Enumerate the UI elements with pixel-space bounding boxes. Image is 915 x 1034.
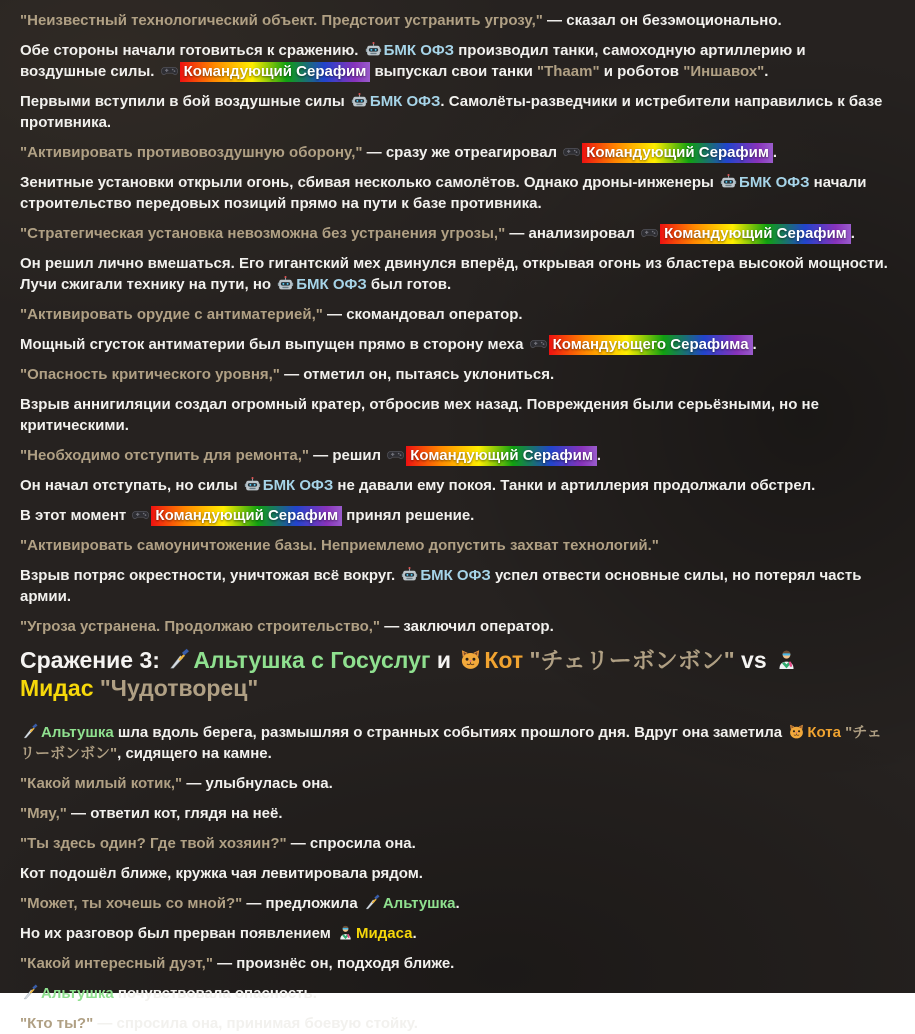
entity-seraphim: Командующий Серафим	[151, 506, 342, 526]
gamepad-icon	[132, 505, 149, 526]
story-paragraph	[20, 722, 895, 764]
gamepad-icon	[161, 61, 178, 82]
story-text: почувствовала опасность.	[113, 985, 317, 1002]
entity-kot: Кот	[484, 647, 524, 673]
story-paragraph	[20, 773, 895, 794]
quote-text: "Какой милый котик,"	[20, 775, 183, 792]
story-text: .	[752, 336, 757, 353]
story-text: Кот подошёл ближе, кружка чая левитировала рядом.	[20, 865, 423, 882]
story-paragraph	[20, 172, 895, 214]
robot-icon	[401, 565, 418, 586]
robot-icon	[277, 274, 294, 295]
robot-icon	[351, 91, 368, 112]
quote-text: "Активировать самоуничтожение базы. Неприемлемо допустить захват технологий."	[20, 537, 659, 554]
battle-log	[20, 10, 895, 1034]
story-text: , сидящего на камне.	[117, 745, 272, 762]
quote-text: "チェリーボンボン"	[20, 724, 882, 762]
entity-midas: Мидаса	[356, 925, 413, 942]
story-text: Он решил лично вмешаться. Его гигантский мех двинулся вперёд, открывая огонь из бластера высокой мощности. Лучи сжигали технику на пути, но	[20, 255, 888, 293]
dagger-icon	[364, 893, 381, 914]
story-paragraph	[20, 10, 895, 31]
robot-icon	[365, 40, 382, 61]
robot-icon	[244, 475, 261, 496]
story-text: Обе стороны начали готовиться к сражению.	[20, 42, 363, 59]
quote-text: "Кто ты?"	[20, 1015, 94, 1032]
story-paragraph	[20, 142, 895, 163]
story-paragraph	[20, 304, 895, 325]
quote-text: "Необходимо отступить для ремонта,"	[20, 447, 309, 464]
story-text: Первыми вступили в бой воздушные силы	[20, 93, 349, 110]
story-paragraph	[20, 565, 895, 607]
story-paragraph	[20, 616, 895, 637]
story-text: vs	[734, 647, 774, 673]
story-paragraph	[20, 40, 895, 82]
story-text: — улыбнулась она.	[182, 775, 333, 792]
story-text: — спросила она.	[286, 835, 416, 852]
quote-text: "Активировать противовоздушную оборону,"	[20, 144, 363, 161]
quote-text: "Какой интересный дуэт,"	[20, 955, 213, 972]
story-paragraph	[20, 253, 895, 295]
story-paragraph	[20, 334, 895, 355]
story-text: — предложила	[242, 895, 362, 912]
story-text: не давали ему покоя. Танки и артиллерия продолжали обстрел.	[333, 477, 816, 494]
story-text: . Самолёты-разведчики и истребители направились к базе противника.	[20, 93, 883, 131]
quote-text: "Иншавох"	[683, 63, 765, 80]
story-text: был готов.	[366, 276, 452, 293]
dagger-icon	[22, 722, 39, 743]
entity-seraphim: Командующего Серафима	[549, 335, 753, 355]
story-text: Мощный сгусток антиматерии был выпущен прямо в сторону меха	[20, 336, 528, 353]
entity-altushka: Альтушка	[382, 895, 456, 912]
battle-heading	[20, 646, 895, 702]
story-paragraph	[20, 923, 895, 944]
story-text: Он начал отступать, но силы	[20, 477, 242, 494]
story-paragraph	[20, 394, 895, 436]
entity-altushka: Альтушка	[41, 724, 114, 741]
entity-midas: Мидас	[20, 675, 94, 701]
quote-text: "チェリーボンボン"	[529, 647, 735, 673]
story-text: Зенитные установки открыли огонь, сбивая несколько самолётов. Однако дроны-инженеры	[20, 174, 719, 191]
story-text: Сражение 3:	[20, 647, 167, 673]
entity-kot: Кота	[807, 724, 841, 741]
gamepad-icon	[563, 142, 580, 163]
story-text: .	[596, 447, 602, 464]
entity-bmk-ofz: БМК ОФЗ	[369, 93, 441, 110]
story-text: В этот момент	[20, 507, 131, 524]
story-paragraph	[20, 1013, 895, 1034]
quote-text: "Thaam"	[536, 63, 600, 80]
story-text: производил танки, самоходную артиллерию и воздушные силы.	[20, 42, 806, 80]
story-text: — сказал он безэмоционально.	[542, 12, 782, 29]
story-text: и роботов	[599, 63, 684, 80]
story-paragraph	[20, 445, 895, 466]
robot-icon	[720, 172, 737, 193]
story-paragraph	[20, 223, 895, 244]
story-text: — решил	[308, 447, 386, 464]
story-text: — спросила она, принимая боевую стойку.	[93, 1015, 418, 1032]
story-paragraph	[20, 364, 895, 385]
story-text: шла вдоль берега, размышляя о странных событиях прошлого дня. Вдруг она заметила	[113, 724, 787, 741]
scientist-icon	[337, 923, 354, 944]
story-paragraph	[20, 953, 895, 974]
entity-seraphim: Командующий Серафим	[582, 143, 773, 163]
quote-text: "Ты здесь один? Где твой хозяин?"	[20, 835, 287, 852]
story-text: .	[412, 925, 417, 942]
quote-text: "Неизвестный технологический объект. Предстоит устранить угрозу,"	[20, 12, 543, 29]
story-paragraph	[20, 863, 895, 884]
story-text: Взрыв аннигиляции создал огромный кратер, отбросив мех назад. Повреждения были серьёзными, но не критическими.	[20, 396, 819, 434]
gamepad-icon	[641, 223, 658, 244]
story-text: — сразу же отреагировал	[362, 144, 562, 161]
quote-text: "Стратегическая установка невозможна без устранения угрозы,"	[20, 225, 506, 242]
entity-altushka: Альтушка с Госуслуг	[193, 647, 431, 673]
entity-bmk-ofz: БМК ОФЗ	[383, 42, 455, 59]
quote-text: "Активировать орудие с антиматерией,"	[20, 306, 323, 323]
gamepad-icon	[530, 334, 547, 355]
story-paragraph	[20, 833, 895, 854]
entity-seraphim: Командующий Серафим	[660, 224, 851, 244]
story-text: .	[764, 63, 769, 80]
scientist-icon	[775, 646, 798, 674]
dagger-icon	[22, 983, 39, 1004]
story-paragraph	[20, 535, 895, 556]
story-paragraph	[20, 475, 895, 496]
entity-bmk-ofz: БМК ОФЗ	[420, 567, 491, 584]
story-text: — произнёс он, подходя ближе.	[212, 955, 455, 972]
story-text: Взрыв потряс окрестности, уничтожая всё вокруг.	[20, 567, 400, 584]
dagger-icon	[168, 646, 191, 674]
cat-icon	[459, 646, 482, 674]
entity-altushka: Альтушка	[41, 985, 114, 1002]
story-text: — заключил оператор.	[380, 618, 554, 635]
story-text: выпускал свои танки	[370, 63, 537, 80]
story-paragraph	[20, 893, 895, 914]
story-text: успел отвести основные силы, но потерял часть армии.	[20, 567, 862, 605]
story-text: .	[850, 225, 855, 242]
entity-seraphim: Командующий Серафим	[406, 446, 597, 466]
gamepad-icon	[387, 445, 404, 466]
quote-text: "Угроза устранена. Продолжаю строительство,"	[20, 618, 381, 635]
story-text: Но их разговор был прерван появлением	[20, 925, 336, 942]
story-paragraph	[20, 505, 895, 526]
story-text: начали строительство передовых позиций прямо на пути к базе противника.	[20, 174, 867, 212]
story-text: и	[430, 647, 458, 673]
story-text: .	[455, 895, 460, 912]
cat-icon	[788, 722, 805, 743]
entity-seraphim: Командующий Серафим	[180, 62, 371, 82]
story-text: .	[772, 144, 778, 161]
entity-bmk-ofz: БМК ОФЗ	[262, 477, 334, 494]
quote-text: "Чудотворец"	[99, 675, 259, 701]
story-text: — скомандовал оператор.	[322, 306, 523, 323]
quote-text: "Может, ты хочешь со мной?"	[20, 895, 243, 912]
story-text: принял решение.	[342, 507, 475, 524]
story-paragraph	[20, 983, 895, 1004]
story-text: — отметил он, пытаясь уклониться.	[279, 366, 555, 383]
story-text: — анализировал	[505, 225, 640, 242]
entity-bmk-ofz: БМК ОФЗ	[296, 276, 367, 293]
quote-text: "Опасность критического уровня,"	[20, 366, 280, 383]
story-text: — ответил кот, глядя на неё.	[66, 805, 283, 822]
entity-bmk-ofz: БМК ОФЗ	[739, 174, 810, 191]
story-paragraph	[20, 803, 895, 824]
quote-text: "Мяу,"	[20, 805, 67, 822]
story-paragraph	[20, 91, 895, 133]
